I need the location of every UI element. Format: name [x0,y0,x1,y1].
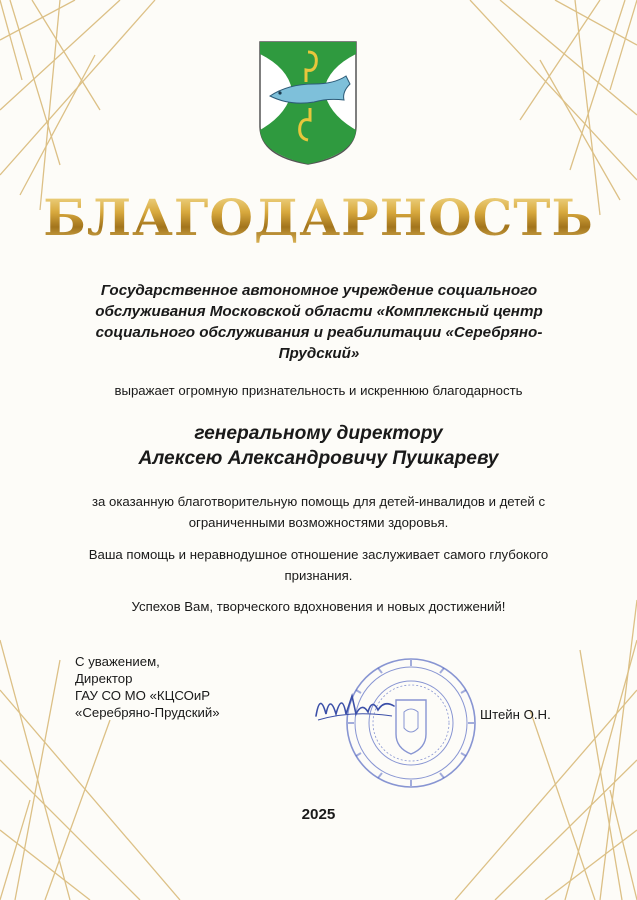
signer-org-line-2: «Серебряно-Прудский» [75,705,220,720]
paragraph-line: Успехов Вам, творческого вдохновения и новых достижений! [131,599,506,614]
certificate-title: БЛАГОДАРНОСТЬ [43,188,594,247]
organization-line: Прудский» [278,345,360,362]
organization-line: социального обслуживания и реабилитации «Серебряно- [95,324,543,341]
recipient-position: генеральному директору [194,423,443,444]
recipient [0,421,637,471]
appreciation-paragraph [60,544,577,586]
paragraph-line: признания. [284,568,353,583]
signer-name: Штейн О.Н. [480,707,551,722]
organization-name [78,280,560,364]
organization-line: Государственное автономное учреждение социального [100,282,538,299]
signature-block [75,653,220,721]
recipient-name: Алексею Александровичу Пушкареву [138,448,499,469]
title-wrapper [0,188,637,248]
paragraph-line: Ваша помощь и неравнодушное отношение заслуживает самого глубокого [88,547,549,562]
paragraph-line: за оказанную благотворительную помощь для детей-инвалидов и детей с [91,494,546,509]
wishes-paragraph [60,596,577,617]
paragraph-line: ограниченными возможностями здоровья. [188,515,449,530]
organization-line: обслуживания Московской области «Комплексный центр [95,303,543,320]
certificate-year: 2025 [301,806,336,823]
regards-text: С уважением, [75,654,160,669]
signer-org-line-1: ГАУ СО МО «КЦСОиР [75,688,211,703]
signer-position: Директор [75,671,133,686]
coat-of-arms-emblem-icon [258,40,358,166]
reason-paragraph [60,491,577,533]
gratitude-intro: выражает огромную признательность и искреннюю благодарность [114,383,523,398]
handwritten-signature-icon [312,686,398,726]
